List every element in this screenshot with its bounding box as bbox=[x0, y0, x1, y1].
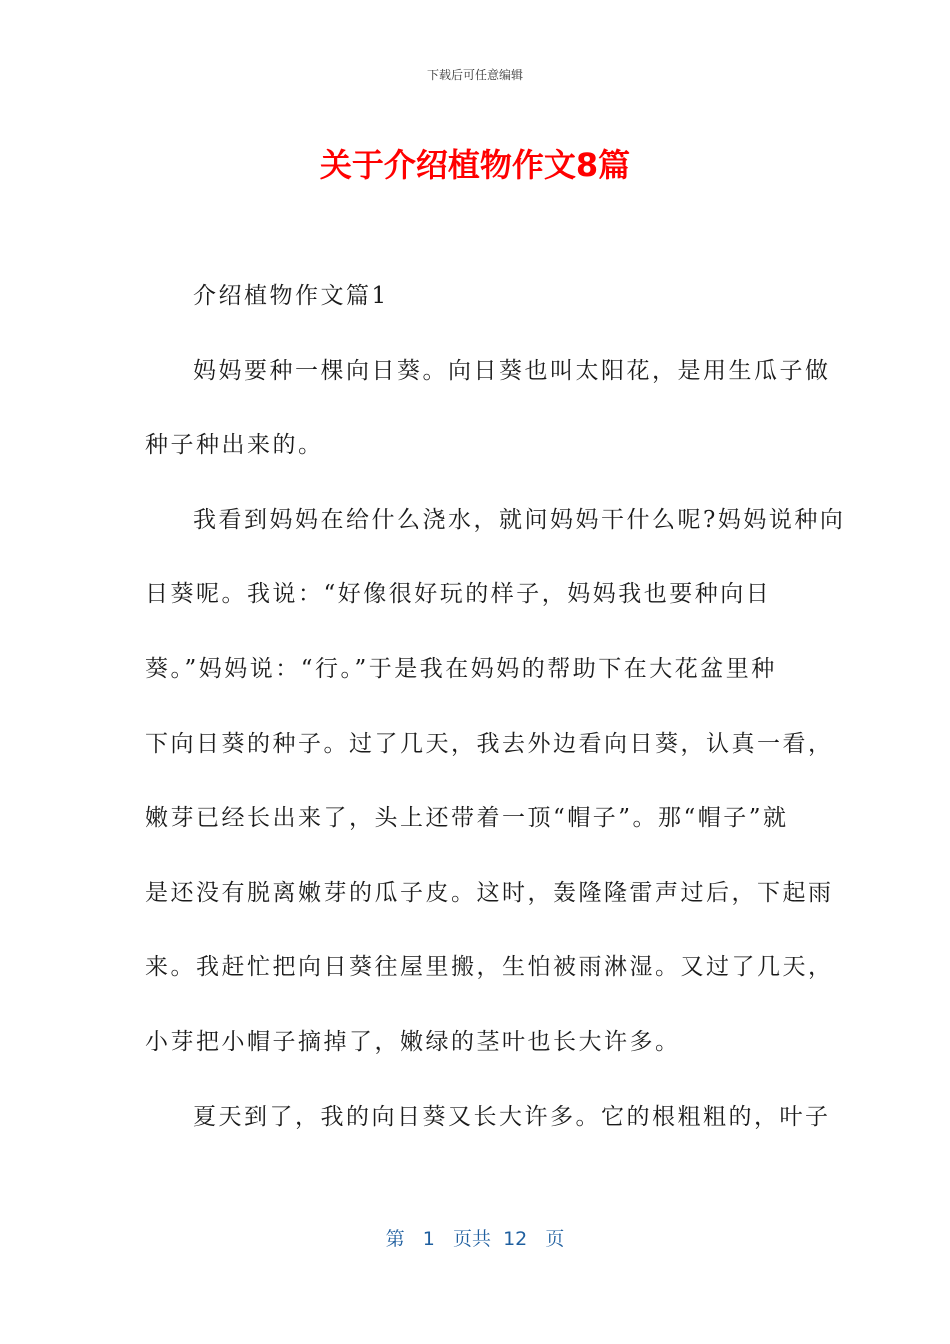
footer-current-page: 1 bbox=[422, 1228, 435, 1250]
body-line: 葵。”妈妈说：“行。”于是我在妈妈的帮助下在大花盆里种 bbox=[145, 655, 777, 682]
footer-prefix: 第 bbox=[385, 1228, 405, 1250]
header-note: 下载后可任意编辑 bbox=[426, 68, 523, 82]
document-body bbox=[145, 272, 846, 1167]
footer-suffix: 页 bbox=[545, 1228, 565, 1250]
body-line: 嫩芽已经长出来了，头上还带着一顶“帽子”。那“帽子”就 bbox=[145, 805, 789, 832]
page-footer bbox=[0, 1226, 950, 1252]
body-line: 我看到妈妈在给什么浇水，就问妈妈干什么呢?妈妈说种向 bbox=[193, 506, 846, 533]
body-line: 下向日葵的种子。过了几天，我去外边看向日葵，认真一看， bbox=[145, 730, 834, 757]
document-title: 关于介绍植物作文8篇 bbox=[319, 146, 631, 184]
body-line: 种子种出来的。 bbox=[145, 432, 324, 459]
body-line: 妈妈要种一棵向日葵。向日葵也叫太阳花，是用生瓜子做 bbox=[193, 357, 831, 384]
footer-total-pages: 12 bbox=[503, 1228, 528, 1250]
body-line: 夏天到了，我的向日葵又长大许多。它的根粗粗的，叶子 bbox=[193, 1103, 831, 1130]
body-line: 介绍植物作文篇1 bbox=[193, 283, 389, 309]
footer-middle: 页共 bbox=[452, 1228, 491, 1250]
body-line: 来。我赶忙把向日葵往屋里搬，生怕被雨淋湿。又过了几天， bbox=[145, 954, 834, 981]
body-line: 是还没有脱离嫩芽的瓜子皮。这时，轰隆隆雷声过后，下起雨 bbox=[145, 879, 834, 906]
body-line: 日葵呢。我说：“好像很好玩的样子，妈妈我也要种向日 bbox=[145, 581, 772, 608]
body-line: 小芽把小帽子摘掉了，嫩绿的茎叶也长大许多。 bbox=[145, 1028, 681, 1055]
